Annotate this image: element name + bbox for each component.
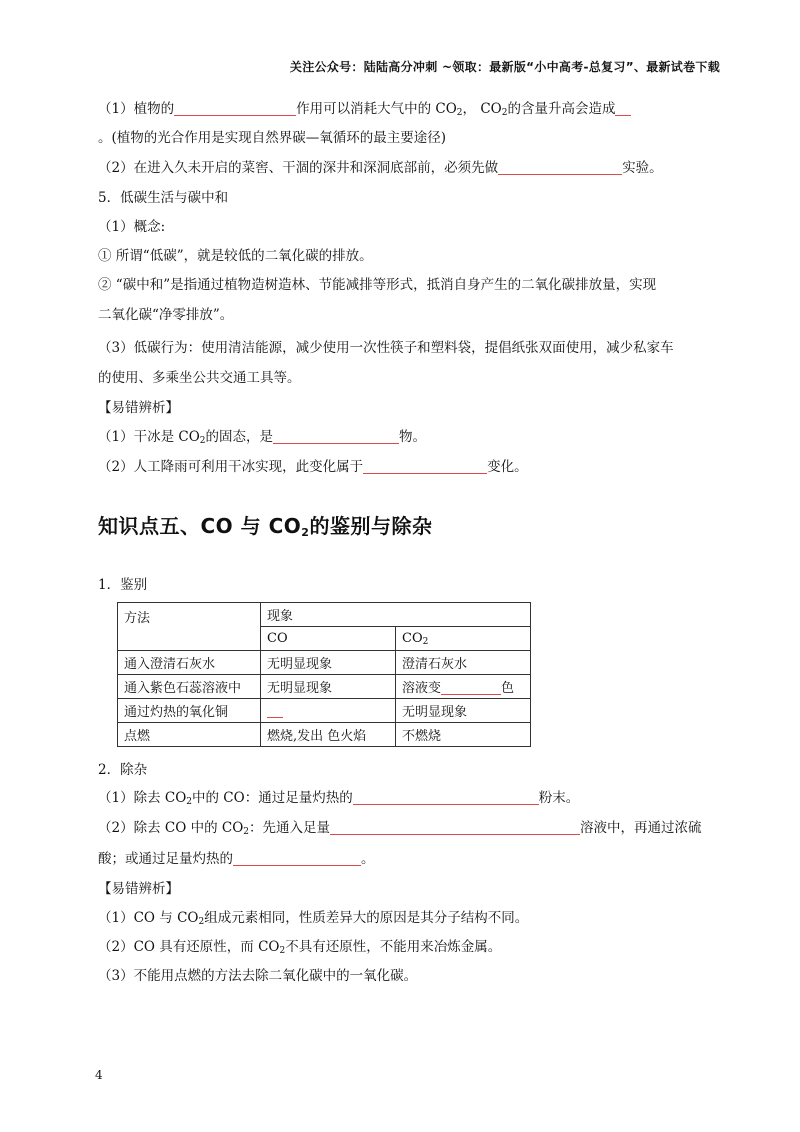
removal-2: （2）除去 CO 中的 $CO_2$：先通入足量 溶液中，再通过浓硫 (98, 820, 702, 837)
concept-2-line2: 二氧化碳“净零排放”。 (98, 307, 234, 323)
co-cell: 无明显现象 (261, 651, 396, 675)
identification-table (117, 602, 531, 747)
errors-title-1: 【易错辨析】 (98, 400, 179, 416)
answer-blank (615, 100, 631, 116)
method-cell: 点燃 (118, 723, 261, 747)
q2-line: （2）在进入久未开启的菜窖、干涸的深井和深洞底部前，必须先做 实验。 (98, 160, 663, 176)
error-1-1: （1）干冰是 $CO_2$的固态，是 物。 (98, 429, 427, 446)
low-carbon-line2: 的使用、多乘坐公共交通工具等。 (98, 370, 301, 386)
concept-title: （1）概念: (98, 219, 166, 235)
error-2-2: （2）CO 具有还原性，而 $CO_2$不具有还原性，不能用来冶炼金属。 (98, 939, 502, 956)
table-row (118, 675, 531, 699)
answer-blank (498, 159, 622, 175)
method-cell: 通入紫色石蕊溶液中 (118, 675, 261, 699)
answer-blank (353, 789, 539, 805)
co2-cell: 无明显现象 (396, 699, 531, 723)
answer-blank (267, 702, 283, 718)
identify-title: 1．鉴别 (98, 577, 148, 593)
method-header: 方法 (118, 603, 261, 651)
co2-header: $CO_2$ (396, 627, 531, 651)
concept-2-line1: ② “碳中和”是指通过植物造树造林、节能减排等形式，抵消自身产生的二氧化碳排放量，实现 (98, 277, 657, 293)
co-cell: 燃烧,发出 色火焰 (261, 723, 396, 747)
method-cell: 通入澄清石灰水 (118, 651, 261, 675)
co2-cell: 溶液变 色 (396, 675, 531, 699)
co-cell: 无明显现象 (261, 675, 396, 699)
answer-blank (174, 100, 296, 116)
error-2-3: （3）不能用点燃的方法去除二氧化碳中的一氧化碳。 (98, 968, 418, 984)
method-cell: 通过灼热的氧化铜 (118, 699, 261, 723)
q1-line: （1）植物的 作用可以消耗大气中的 $CO_2$， $CO_2$的含量升高会造成 (98, 100, 631, 118)
co-header: CO (261, 627, 396, 651)
answer-blank (363, 458, 487, 474)
removal-1: （1）除去 $CO_2$中的 CO：通过足量灼热的 粉末。 (98, 790, 580, 807)
table-row (118, 723, 531, 747)
errors-title-2: 【易错辨析】 (98, 881, 179, 897)
error-2-1: （1）CO 与 $CO_2$组成元素相同，性质差异大的原因是其分子结构不同。 (98, 910, 529, 927)
page-number: 4 (95, 1068, 103, 1082)
table-row (118, 699, 531, 723)
q1-note: 。(植物的光合作用是实现自然界碳—氧循环的最主要途径) (98, 130, 447, 146)
page-header: 关注公众号：陆陆高分冲刺 ~领取：最新版“小中高考-总复习”、最新试卷下载 (289, 60, 720, 74)
error-1-2: （2）人工降雨可利用干冰实现，此变化属于 变化。 (98, 459, 528, 475)
table-row (118, 651, 531, 675)
co2-cell: 不燃烧 (396, 723, 531, 747)
concept-1: ① 所谓“低碳”，就是较低的二氧化碳的排放。 (98, 248, 373, 264)
answer-blank (273, 428, 399, 444)
table-header-row (118, 603, 531, 627)
answer-blank (441, 679, 501, 695)
section5-title: 5．低碳生活与碳中和 (98, 190, 229, 206)
low-carbon-line1: （3）低碳行为：使用清洁能源，减少使用一次性筷子和塑料袋，提倡纸张双面使用，减少私家车 (98, 340, 674, 356)
co2-cell: 澄清石灰水 (396, 651, 531, 675)
answer-blank (233, 850, 361, 866)
removal-title: 2．除杂 (98, 762, 148, 778)
co-cell (261, 699, 396, 723)
phenomenon-header: 现象 (261, 603, 531, 627)
answer-blank (330, 819, 580, 835)
knowledge-point-heading: 知识点五、CO 与 $CO_2$的鉴别与除杂 (98, 514, 433, 539)
removal-2-cont: 酸；或通过足量灼热的 。 (98, 851, 375, 867)
